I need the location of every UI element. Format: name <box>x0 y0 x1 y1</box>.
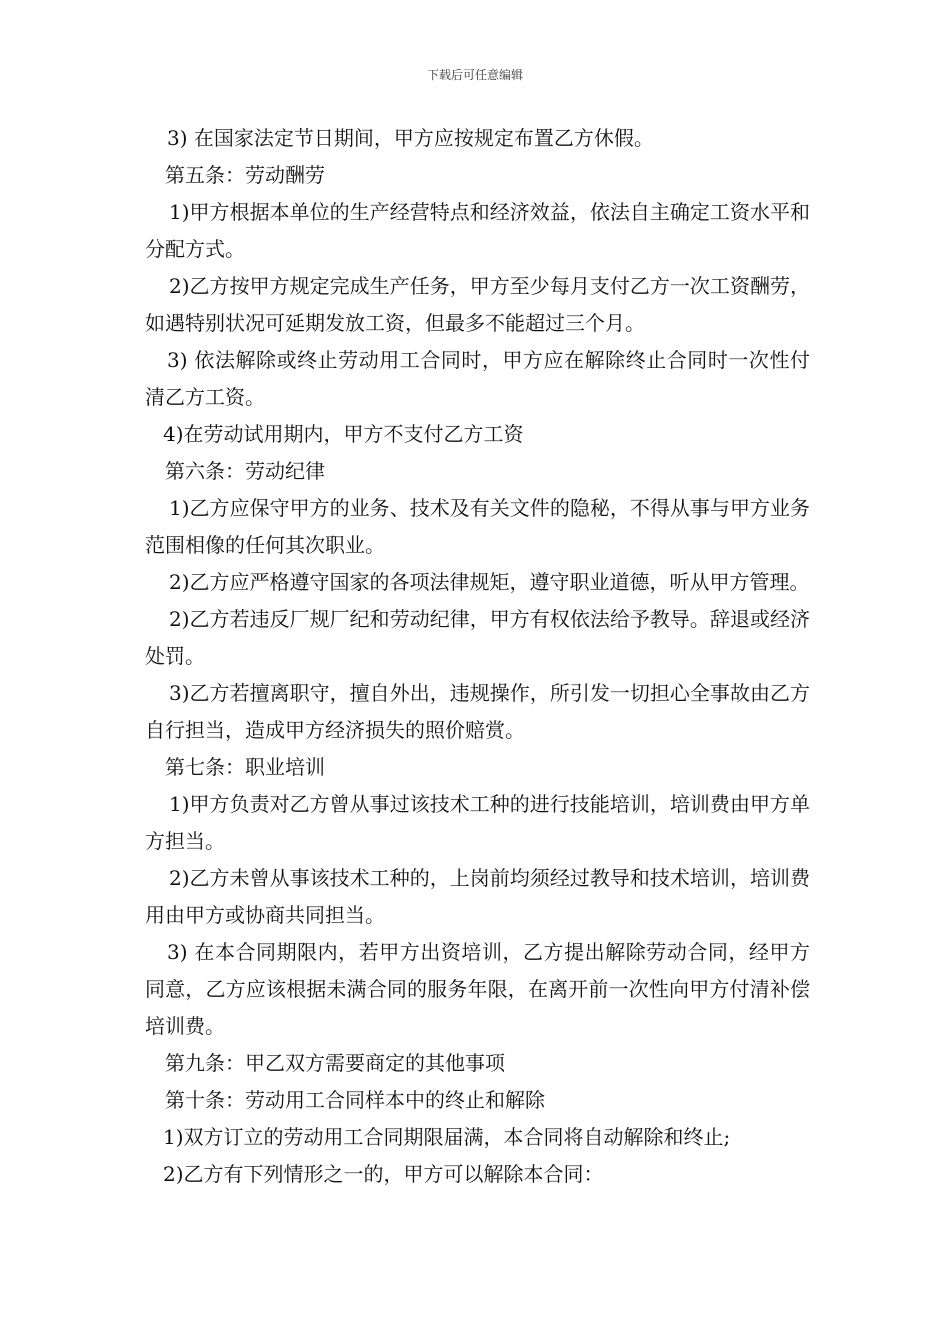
paragraph: 1)甲方根据本单位的生产经营特点和经济效益，依法自主确定工资水平和分配方式。 <box>145 200 810 261</box>
section-heading: 第九条：甲乙双方需要商定的其他事项 <box>165 1051 505 1075</box>
paragraph: 3) 在国家法定节日期间，甲方应按规定布置乙方休假。 <box>167 126 654 150</box>
paragraph: 2)乙方若违反厂规厂纪和劳动纪律，甲方有权依法给予教导。辞退或经济处罚。 <box>145 607 810 668</box>
paragraph: 1)双方订立的劳动用工合同期限届满，本合同将自动解除和终止; <box>163 1125 731 1149</box>
paragraph: 1)乙方应保守甲方的业务、技术及有关文件的隐秘，不得从事与甲方业务范围相像的任何其次职业。 <box>145 496 810 557</box>
paragraph: 3) 依法解除或终止劳动用工合同时，甲方应在解除终止合同时一次性付清乙方工资。 <box>145 348 810 409</box>
paragraph: 2)乙方应严格遵守国家的各项法律规矩，遵守职业道德，听从甲方管理。 <box>169 570 810 594</box>
page-header: 下载后可任意编辑 <box>426 68 523 82</box>
paragraph: 4)在劳动试用期内，甲方不支付乙方工资 <box>163 422 524 446</box>
section-heading: 第五条：劳动酬劳 <box>165 163 325 187</box>
paragraph: 3)乙方若擅离职守，擅自外出，违规操作，所引发一切担心全事故由乙方自行担当，造成甲方经济损失的照价赔赏。 <box>145 681 810 742</box>
paragraph: 2)乙方有下列情形之一的，甲方可以解除本合同： <box>163 1162 604 1186</box>
paragraph: 1)甲方负责对乙方曾从事过该技术工种的进行技能培训，培训费由甲方单方担当。 <box>145 792 810 853</box>
section-heading: 第七条：职业培训 <box>165 755 325 779</box>
section-heading: 第六条：劳动纪律 <box>165 459 325 483</box>
section-heading: 第十条：劳动用工合同样本中的终止和解除 <box>165 1088 545 1112</box>
paragraph: 2)乙方未曾从事该技术工种的，上岗前均须经过教导和技术培训，培训费用由甲方或协商共同担当。 <box>145 866 810 927</box>
paragraph: 3) 在本合同期限内，若甲方出资培训，乙方提出解除劳动合同，经甲方同意，乙方应该根据未满合同的服务年限，在离开前一次性向甲方付清补偿培训费。 <box>145 940 810 1038</box>
paragraph: 2)乙方按甲方规定完成生产任务，甲方至少每月支付乙方一次工资酬劳，如遇特别状况可延期发放工资，但最多不能超过三个月。 <box>145 274 810 335</box>
document-body <box>145 120 810 1193</box>
